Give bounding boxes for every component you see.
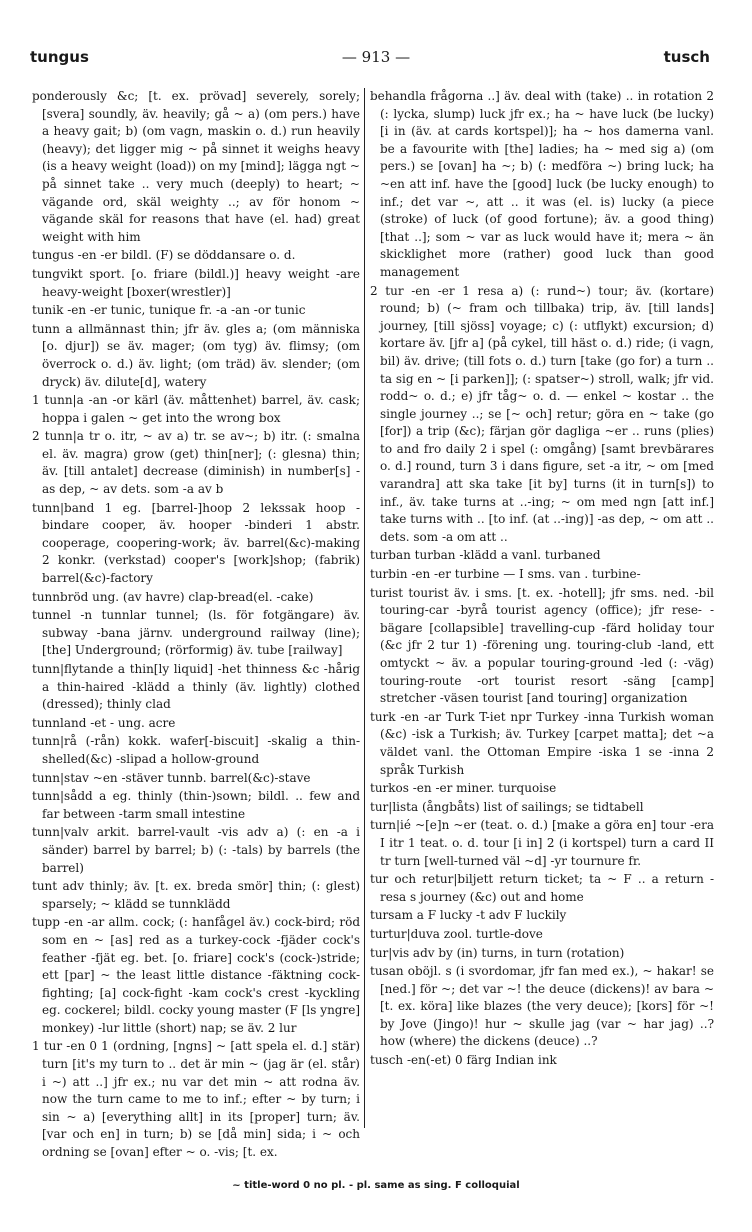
entry: tunn|sådd a eg. thinly (thin-)sown; bildl. .. few and far between -tarm small intestine [32,789,360,821]
entry: tunt adv thinly; äv. [t. ex. breda smör] thin; (: glest) sparsely; ~ klädd se tunnklädd [32,879,360,911]
entry: tursam a F lucky -t adv F luckily [370,908,567,923]
guide-word-left: tungus [30,48,89,66]
entry: 1 tur -en 0 1 (ordning, [ngns] ~ [att spela el. d.] stär) turn [it's my turn to .. det är min ~ (jag är (el. står) i ~) att ..] jfr ex.; nu var det min ~ att rodna äv. now the turn came to me to inf.; efter ~ by turn; i sin ~ a) [everything allt] in its [proper] turn; äv. [var och en] in turn; b) se [då min] sida; i ~ och ordning se [ovan] efter ~ o. -vis; [t. ex. [32,1039,360,1160]
right-column [370,88,714,1128]
entry: tunnland -et - ung. acre [32,715,176,730]
entry: turn|ié ~[e]n ~er (teat. o. d.) [make a göra en] tour -era I itr 1 teat. o. d. tour [i in] 2 (i kortspel) turn a card II tr turn [well-turned väl ~d] -yr tournure fr. [370,818,714,868]
entry: turkos -en -er miner. turquoise [370,781,557,796]
footer-legend: ~ title-word 0 no pl. - pl. same as sing. F colloquial [232,1180,520,1191]
entry: tunn|band 1 eg. [barrel-]hoop 2 lekssak hoop -bindare cooper, äv. hooper -binderi 1 abstr. cooperage, coopering-work; äv. barrel(&c)-making 2 konkr. (verkstad) cooper's [work]shop; (fabrik) barrel(&c)-factory [32,500,360,586]
entry: tungvikt sport. [o. friare (bildl.)] heavy weight -are heavy-weight [boxer(wrestler)] [32,266,360,299]
guide-word-right: tusch [663,48,710,66]
entry: turtur|duva zool. turtle-dove [370,926,543,941]
column-divider [364,88,365,1128]
entry: turban turban -klädd a vanl. turbaned [370,548,601,563]
entry: behandla frågorna ..] äv. deal with (take) .. in rotation 2 (: lycka, slump) luck jfr ex.; ha ~ have luck (be lucky) [i in (äv. at cards kortspel)]; ha ~ hos damerna vanl. be a favourite with [the] ladies; ha ~ med sig a) (om pers.) se [ovan] ha ~; b) (: medföra ~) bring luck; ha ~en att inf. have the [good] luck (be lucky enough) to inf.; det var ~, att .. it was (el. is) lucky (a piece (stroke) of luck (of good fortune); äv. a good thing) [that ..]; som ~ var as luck would have it; mera ~ än skicklighet more (rather) good luck than good management [370,89,714,279]
entry: tunnbröd ung. (av havre) clap-bread(el. -cake) [32,589,314,604]
entry: tur och retur|biljett return ticket; ta ~ F .. a return -resa s journey (&c) out and home [370,872,714,904]
entry: tunik -en -er tunic, tunique fr. -a -an -or tunic [32,303,306,318]
page-number: — 913 — [341,48,411,66]
left-column [32,88,360,1160]
entry: tunn a allmännast thin; jfr äv. gles a; (om människa [o. djur]) se äv. mager; (om tyg) äv. flimsy; (om överrock o. d.) äv. light; (om träd) äv. slender; (om dryck) äv. dilute[d], watery [32,321,360,389]
entry: turk -en -ar Turk T-iet npr Turkey -inna Turkish woman (&c) -isk a Turkish; äv. Turkey [carpet matta]; det ~a väldet vanl. the Ottoman Empire -iska 1 se -inna 2 språk Turkish [370,709,714,777]
entry: tupp -en -ar allm. cock; (: hanfågel äv.) cock-bird; röd som en ~ [as] red as a turkey-cock -fjäder cock's feather -fjät eg. bet. [o. friare] cock's (cock-)stride; ett [par] ~ the least little distance -fäktning cock-fighting; [a] cock-fight -kam cock's crest -kyckling eg. cockerel; bildl. cocky young master (F [ls yngre] monkey) -lur little (short) nap; se äv. 2 lur [32,915,360,1035]
entry: tunnel -n tunnlar tunnel; (ls. för fotgängare) äv. subway -bana järnv. underground railway (line); [the] Underground; (rörformig) äv. tube [railway] [32,608,360,658]
entry: ponderously &c; [t. ex. prövad] severely, sorely; [svera] soundly, äv. heavily; gå ~ a) (om pers.) have a heavy gait; b) (om vagn, maskin o. d.) run heavily (heavy); det ligger mig ~ på sinnet it weighs heavy (is a heavy weight (load)) on my [mind]; lägga ngt ~ på sinnet take .. very much (deeply) to heart; ~ vägande ord, skäl weighty ..; av för honom ~ vägande skäl for reasons that have (el. had) great weight with him [32,89,360,244]
entry: 2 tur -en -er 1 resa a) (: rund~) tour; äv. (kortare) round; b) (~ fram och tillbaka) trip, äv. [till lands] journey, [till sjöss] voyage; c) (: utflykt) excursion; d) kortare äv. [jfr a] (på cykel, till häst o. d.) ride; (i vagn, bil) äv. drive; (till fots o. d.) turn [take (go for) a turn .. ta sig en ~ [i parken]]; (: spatser~) stroll, walk; jfr vid. rodd~ o. d.; e) jfr tåg~ o. d. — enkel ~ kostar .. the single journey ..; se [~ och] retur; göra en ~ take (go [for]) a trip (&c); färjan gör dagliga ~er .. runs (plies) to and fro daily 2 i spel (: omgång) [samt brevbärares o. d.] round, turn 3 i dans figure, set -a itr, ~ om [med varandra] att ska take [it by] turns (it in turn[s]) to inf., äv. take turns at ..-ing; ~ om med ngn [att inf.] take turns with .. [to inf. (at ..-ing)] -as dep, ~ om att .. dets. som -a om att .. [370,283,714,544]
entry: tur|lista (ångbåts) list of sailings; se tidtabell [370,799,644,814]
entry: tunn|rå (-rån) kokk. wafer[-biscuit] -skalig a thin-shelled(&c) -slipad a hollow-ground [32,734,360,766]
entry: tunn|valv arkit. barrel-vault -vis adv a) (: en -a i sänder) barrel by barrel; b) (: -tals) by barrels (the barrel) [32,825,360,875]
entry: tungus -en -er bildl. (F) se döddansare o. d. [32,248,296,263]
entry: tunn|flytande a thin[ly liquid] -het thinness &c -hårig a thin-haired -klädd a thinly (äv. lightly) clothed (dressed); thinly clad [32,662,360,712]
entry: 2 tunn|a tr o. itr, ~ av a) tr. se av~; b) itr. (: smalna el. äv. magra) grow (get) thin[ner]; (: glesna) thin; äv. [till antalet] decrease (diminish) in number[s] -as dep, ~ av dets. som -a av b [32,429,360,497]
entry: tusan oböjl. s (i svordomar, jfr fan med ex.), ~ hakar! se [ned.] för ~; det var ~! the deuce (dickens)! av bara ~ [t. ex. köra] like blazes (the very deuce); [kors] för ~! by Jove (Jingo)! hur ~ skulle jag (var ~ har jag) ..? how (where) the dickens (deuce) ..? [370,964,714,1049]
entry: tur|vis adv by (in) turns, in turn (rotation) [370,945,625,960]
entry: turbin -en -er turbine — I sms. van . turbine- [370,567,641,582]
entry: tusch -en(-et) 0 färg Indian ink [370,1053,557,1068]
entry: 1 tunn|a -an -or kärl (äv. måttenhet) barrel, äv. cask; hoppa i galen ~ get into the wrong box [32,393,360,425]
entry: tunn|stav ~en -stäver tunnb. barrel(&c)-stave [32,770,311,785]
entry: turist tourist äv. i sms. [t. ex. -hotell]; jfr sms. ned. -bil touring-car -byrå tourist agency (office); jfr rese- -bägare [collapsible] travelling-cup -färd holiday tour (&c jfr 2 tur 1) -förening ung. touring-club -land, ett omtyckt ~ äv. a popular touring-ground -led (: -väg) touring-route -ort tourist resort -säng [camp] stretcher -väsen tourist [and touring] organization [370,585,714,706]
